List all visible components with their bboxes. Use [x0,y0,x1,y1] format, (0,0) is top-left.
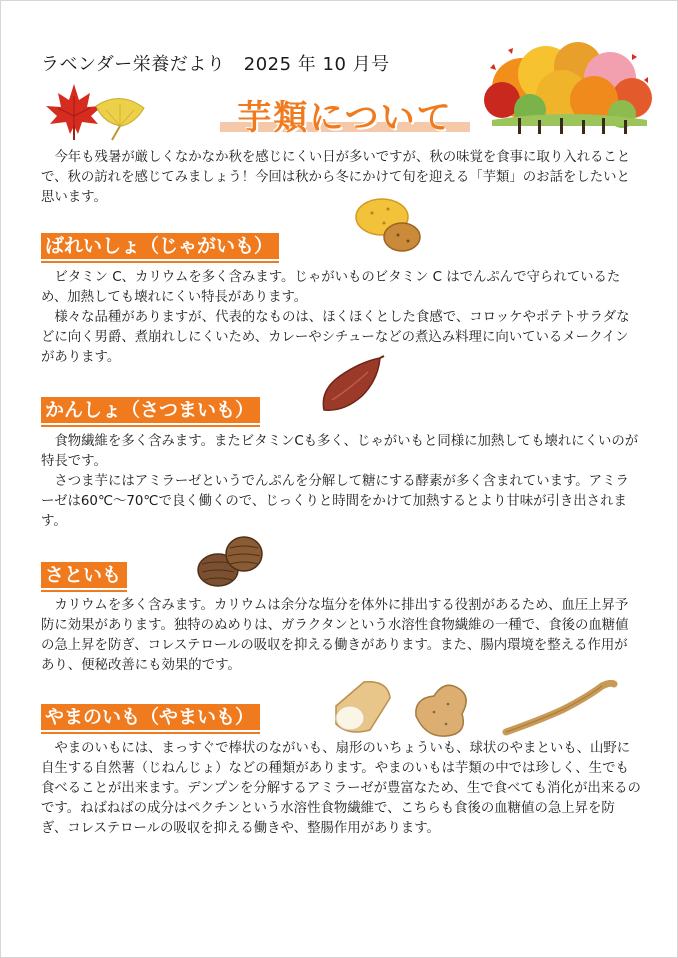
ginkgo-leaf-icon [92,96,148,140]
yam-paragraph: やまのいもには、まっすぐで棒状のながいも、扇形のいちょういも、球状のやまといも、山野に自生する自然薯（じねんじょ）などの種類があります。やまのいもは芋類の中では珍しく、生でも食べることが出来ます。デンプンを分解するアミラーゼが豊富なため、生で食べても消化が出来るのです。ねばねばの成分はペクチンという水溶性食物繊維で、こちらも食後の血糖値の急上昇を防ぎ、コレステロールの吸収を抑える働きや、整腸作用があります。 [41,741,641,836]
section-heading-potato [41,233,279,259]
section-heading-text: かんしょ（さつまいも） [45,399,255,421]
taro-icon [194,532,266,590]
heading-underline [41,590,127,592]
autumn-trees-icon [482,38,652,138]
section-heading-text: やまのいも（やまいも） [45,706,255,728]
section-heading-text: さといも [45,564,122,586]
potato-icon [354,197,424,255]
sweet-potato-paragraph-2: さつま芋にはアミラーゼというでんぷんを分解して糖にする酵素が多く含まれています。アミラーゼは60℃～70℃で良く働くので、じっくりと時間をかけて加熱するとより甘味が引き出されます。 [41,474,629,529]
potato-paragraph-2: 様々な品種がありますが、代表的なものは、ほくほくとした食感で、コロッケやポテトサラダなどに向く男爵、煮崩れしにくいため、カレーやシチューなどの煮込み料理に向いているメークインがあります。 [41,310,630,365]
section-heading-text: ばれいしょ（じゃがいも） [45,235,274,257]
yam-icon [330,676,620,740]
heading-underline [41,732,260,734]
taro-paragraph: カリウムを多く含みます。カリウムは余分な塩分を体外に排出する役割があるため、血圧上昇予防に効果があります。独特のぬめりは、ガラクタンという水溶性食物繊維の一種で、食後の血糖値の急上昇を防ぎ、コレステロールの吸収を抑える働きがあります。また、腸内環境を整える作用があり、便秘改善にも効果的です。 [41,598,629,673]
heading-underline [41,261,279,263]
page-title: 芋類について [237,98,453,138]
section-heading-sweet-potato [41,397,260,423]
section-heading-taro [41,562,127,588]
sweet-potato-paragraph-1: 食物繊維を多く含みます。またビタミンCも多く、じゃがいもと同様に加熱しても壊れにくいのが特長です。 [41,434,639,469]
newsletter-name: ラベンダー栄養だより 2025 年 10 月号 [41,54,390,75]
sweet-potato-icon [318,356,384,416]
potato-paragraph-1: ビタミン C、カリウムを多く含みます。じゃがいものビタミン C はでんぷんで守られているため、加熱しても壊れにくい特長があります。 [41,270,621,305]
intro-paragraph: 今年も残暑が厳しくなかなか秋を感じにくい日が多いですが、秋の味覚を食事に取り入れることで、秋の訪れを感じてみましょう！今回は秋から冬にかけて旬を迎える「芋類」のお話をしたいと思います。 [41,150,631,205]
section-heading-yam [41,704,260,730]
heading-underline [41,425,260,427]
title-area [220,90,470,136]
